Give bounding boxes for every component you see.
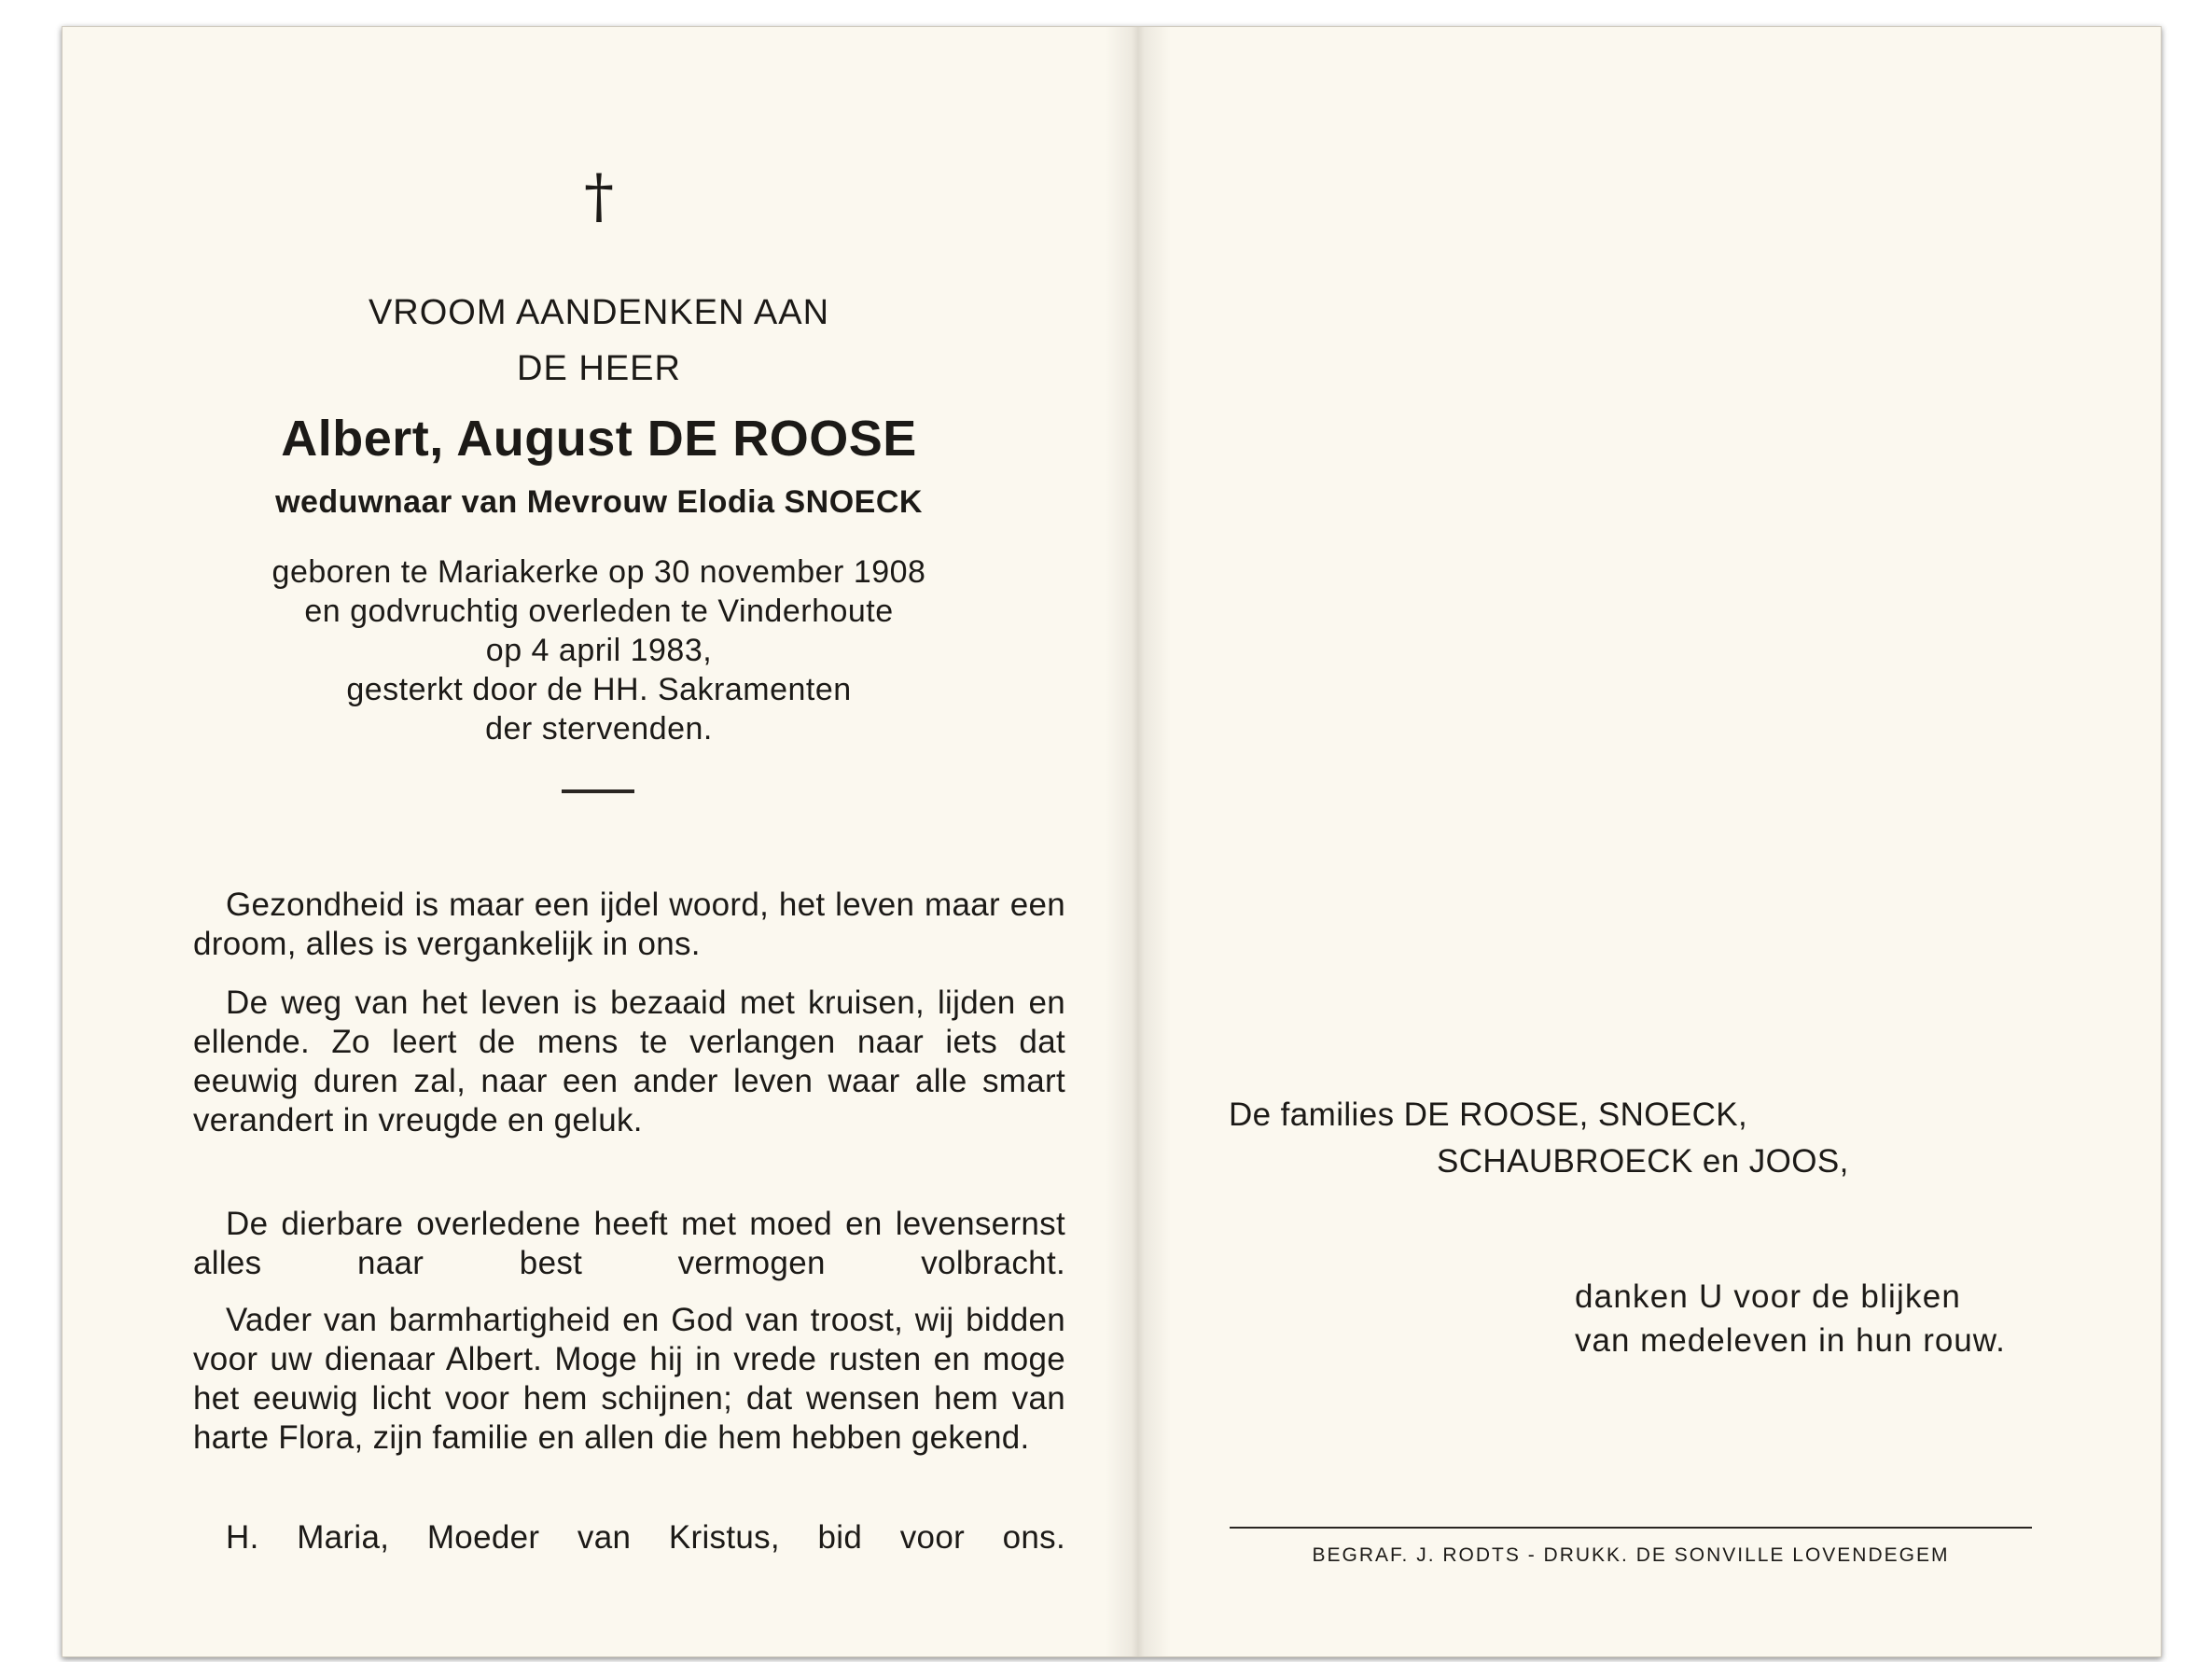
right-panel — [1140, 27, 2161, 1656]
heading-line-1: VROOM AANDENKEN AAN — [368, 293, 830, 332]
paragraph: De dierbare overledene heeft met moed en levensernst alles naar best vermogen volbracht. — [193, 1206, 1065, 1281]
left-panel — [63, 27, 1135, 1656]
paragraph: H. Maria, Moeder van Kristus, bid voor ons. — [226, 1519, 1065, 1556]
cross-icon: † — [584, 162, 614, 231]
bio-line: der stervenden. — [485, 711, 713, 747]
thanks-line-2: van medeleven in hun rouw. — [1575, 1322, 2006, 1359]
heading-line-2: DE HEER — [517, 349, 681, 388]
printer-credit: BEGRAF. J. RODTS - DRUKK. DE SONVILLE LOVENDEGEM — [1312, 1544, 1950, 1566]
paragraph: De weg van het leven is bezaaid met kruisen, lijden en ellende. Zo leert de mens te verlangen naar iets dat eeuwig duren zal, naar een ander leven waar alle smart verandert in vreugde en geluk. — [193, 985, 1065, 1138]
thanks-line-1: danken U voor de blijken — [1575, 1278, 1962, 1315]
divider — [562, 789, 634, 793]
bio-line: op 4 april 1983, — [485, 633, 713, 668]
paragraph: Gezondheid is maar een ijdel woord, het leven maar een droom, alles is vergankelijk in ons. — [193, 887, 1065, 962]
bio-line: gesterkt door de HH. Sakramenten — [346, 672, 852, 707]
bio-line: geboren te Mariakerke op 30 november 1908 — [271, 554, 926, 590]
bio-line: en godvruchtig overleden te Vinderhoute — [304, 594, 894, 629]
families-line-2: SCHAUBROECK en JOOS, — [1437, 1143, 1849, 1180]
memorial-card — [62, 26, 2162, 1657]
paragraph: Vader van barmhartigheid en God van troost, wij bidden voor uw dienaar Albert. Moge hij in vrede rusten en moge het eeuwig licht voor hem schijnen; dat wensen hem van harte Flora, zijn familie en allen die hem hebben gekend. — [193, 1302, 1065, 1456]
widower-line: weduwnaar van Mevrouw Elodia SNOECK — [275, 484, 923, 520]
deceased-name: Albert, August DE ROOSE — [281, 411, 917, 467]
printer-rule — [1230, 1527, 2032, 1529]
families-line-1: De families DE ROOSE, SNOECK, — [1229, 1096, 1748, 1133]
